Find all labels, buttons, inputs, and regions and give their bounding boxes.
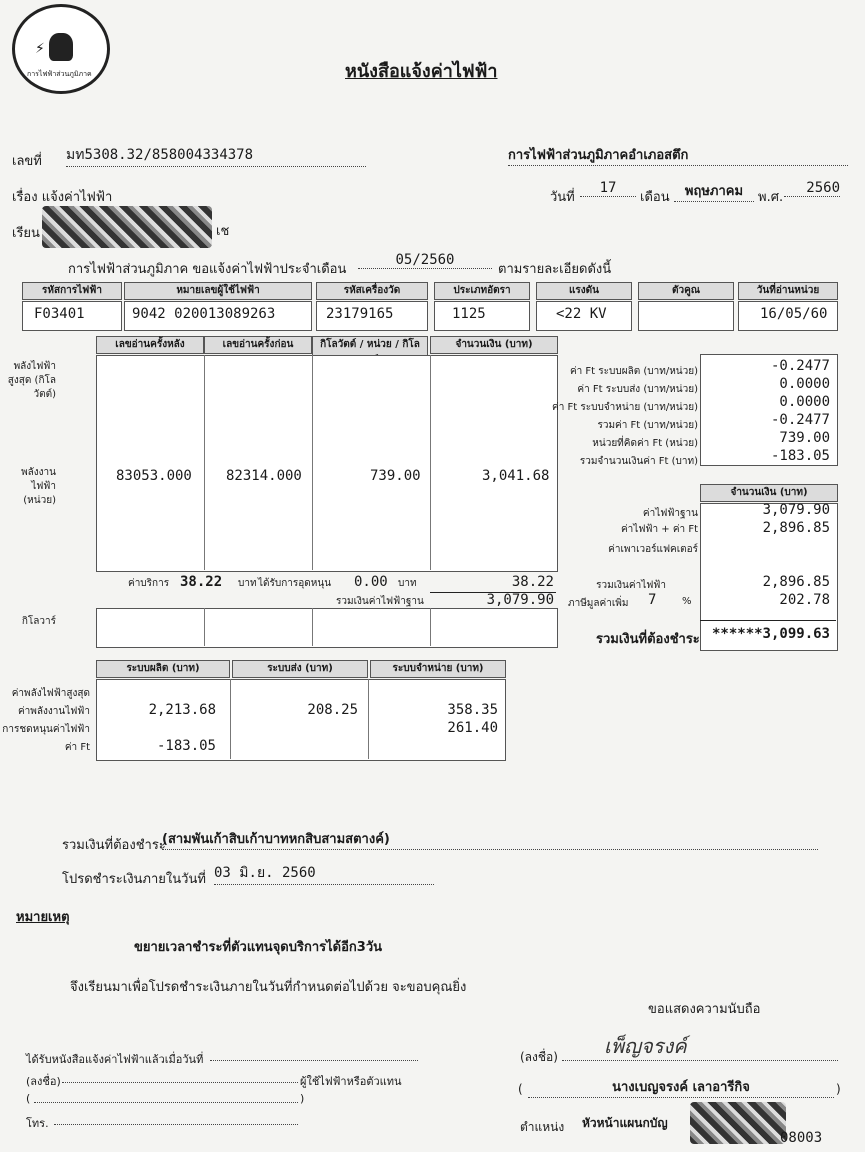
receipt-signed-label: (ลงชื่อ) — [26, 1075, 61, 1088]
date-year: 2560 — [784, 180, 840, 197]
voltage: <22 KV — [556, 306, 607, 322]
customer-number: 9042 020013089263 — [132, 306, 276, 322]
system-divider — [230, 679, 231, 759]
receipt-paren-close: ) — [300, 1092, 305, 1105]
ft-value: 0.0000 — [779, 394, 830, 410]
logo-text: การไฟฟ้าส่วนภูมิภาค — [27, 70, 92, 78]
previous-reading: 82314.000 — [226, 468, 302, 484]
production-ft: -183.05 — [156, 738, 216, 754]
reading-divider — [312, 355, 313, 570]
to-label: เรียน — [12, 226, 40, 241]
redacted-name-sticker — [42, 206, 212, 248]
doc-no-label: เลขที่ — [12, 154, 42, 169]
reading-header: เลขอ่านครั้งหลัง — [96, 336, 204, 354]
ft-value: -0.2477 — [770, 358, 830, 374]
total-power: 2,896.85 — [762, 574, 830, 590]
row-label-kvar: กิโลวาร์ — [21, 616, 56, 627]
received-date-line — [210, 1048, 418, 1061]
vat-label: ภาษีมูลค่าเพิ่ม — [568, 598, 629, 609]
info-header: รหัสการไฟฟ้า — [22, 282, 122, 300]
summary-value: 3,079.90 — [762, 502, 830, 518]
grand-total-label: รวมเงินที่ต้องชำระ — [596, 632, 700, 647]
note-text: ขยายเวลาชำระที่ตัวแทนจุดบริการได้อีก3วัน — [134, 940, 383, 955]
production-energy: 2,213.68 — [148, 702, 216, 718]
intro-text: การไฟฟ้าส่วนภูมิภาค ขอแจ้งค่าไฟฟ้าประจำเดือน — [68, 262, 347, 277]
rate-type: 1125 — [452, 306, 486, 322]
signer-name: นางเบญจรงค์ เลาอารีกิจ — [528, 1076, 834, 1098]
info-header: ตัวคูณ — [638, 282, 734, 300]
to-suffix: เช — [216, 224, 230, 239]
receipt-paren-open: ( — [26, 1092, 31, 1105]
system-row-label: ค่า Ft — [64, 742, 90, 753]
office-code: 08003 — [780, 1130, 823, 1146]
logo-emblem-icon — [49, 33, 73, 61]
page-title: หนังสือแจ้งค่าไฟฟ้า — [345, 61, 498, 82]
date-month: พฤษภาคม — [674, 180, 754, 202]
units-used: 739.00 — [370, 468, 421, 484]
doc-no: มท5308.32/858004334378 — [66, 144, 366, 167]
phone-label: โทร. — [26, 1117, 49, 1130]
position-label: ตำแหน่ง — [520, 1120, 565, 1134]
note-heading: หมายเหตุ — [16, 910, 70, 925]
info-header: วันที่อ่านหน่วย — [738, 282, 838, 300]
subject: เรื่อง แจ้งค่าไฟฟ้า — [12, 190, 113, 205]
pea-code: F03401 — [34, 306, 85, 322]
due-date: 03 มิ.ย. 2560 — [214, 862, 434, 885]
kvar-divider — [204, 608, 205, 646]
ft-label: ค่า Ft ระบบผลิต (บาท/หน่วย) — [569, 366, 698, 377]
bill-month: 05/2560 — [358, 252, 492, 269]
received-label: ได้รับหนังสือแจ้งค่าไฟฟ้าแล้วเมื่อวันที่ — [26, 1053, 204, 1066]
ft-label: รวมจำนวนเงินค่า Ft (บาท) — [579, 456, 698, 467]
service-fee: 38.22 — [180, 574, 223, 590]
office-name: การไฟฟ้าส่วนภูมิภาคอำเภอสตึก — [508, 144, 848, 166]
system-divider — [368, 679, 369, 759]
receipt-name-line — [34, 1090, 298, 1103]
vat-amount: 202.78 — [779, 592, 830, 608]
discount-unit: บาท — [398, 578, 417, 589]
signed-label: (ลงชื่อ) — [520, 1050, 558, 1064]
ft-value: 0.0000 — [779, 376, 830, 392]
receipt-sign-line — [62, 1070, 298, 1083]
row-label-energy: พลังงานไฟฟ้า (หน่วย) — [21, 467, 56, 506]
energy-amount: 3,041.68 — [482, 468, 550, 484]
reading-divider — [204, 355, 205, 570]
service-amount: 38.22 — [511, 574, 554, 590]
date-day: 17 — [580, 180, 636, 197]
service-unit: บาท — [238, 578, 257, 589]
system-row-label: ค่าพลังงานไฟฟ้า — [17, 706, 90, 717]
vat-pct: % — [682, 596, 692, 607]
base-total: 3,079.90 — [486, 592, 554, 608]
summary-label: ค่าไฟฟ้า + ค่า Ft — [620, 524, 698, 535]
ft-label: ค่า Ft ระบบส่ง (บาท/หน่วย) — [577, 384, 698, 395]
date-label: วันที่ — [550, 190, 575, 205]
closing-text: จึงเรียนมาเพื่อโปรดชำระเงินภายในวันที่กำหนดต่อไปด้วย จะขอบคุณยิ่ง — [70, 980, 467, 995]
ft-value: -183.05 — [770, 448, 830, 464]
logo-bolt-icon: ⚡ — [35, 41, 45, 57]
handwritten-signature: เพ็ญจรงค์ — [604, 1034, 687, 1058]
grand-total: ******3,099.63 — [711, 626, 830, 642]
regards: ขอแสดงความนับถือ — [648, 1002, 761, 1017]
amount-words: (สามพันเก้าสิบเก้าบาทหกสิบสามสตางค์) — [162, 828, 818, 850]
kvar-row — [96, 608, 558, 648]
info-header: หมายเลขผู้ใช้ไฟฟ้า — [124, 282, 312, 300]
distribution-subsidy: 261.40 — [447, 720, 498, 736]
vat-rate: 7 — [648, 592, 657, 608]
reading-header: จำนวนเงิน (บาท) — [430, 336, 558, 354]
year-label: พ.ศ. — [758, 190, 784, 205]
due-label: โปรดชำระเงินภายในวันที่ — [62, 872, 206, 887]
phone-line — [54, 1112, 298, 1125]
discount-label: ได้รับการอุดหนุน — [258, 578, 332, 589]
kvar-divider — [312, 608, 313, 646]
transmission-energy: 208.25 — [307, 702, 358, 718]
amount-words-label: รวมเงินที่ต้องชำระ — [62, 838, 166, 853]
position: หัวหน้าแผนกบัญ — [582, 1116, 668, 1130]
grand-total-line — [700, 620, 836, 621]
summary-label: ค่าไฟฟ้าฐาน — [642, 508, 698, 519]
info-header: แรงดัน — [536, 282, 632, 300]
info-header: ประเภทอัตรา — [434, 282, 530, 300]
row-label-peak: พลังไฟฟ้าสูงสุด (กิโลวัตต์) — [7, 361, 56, 400]
meter-code: 23179165 — [326, 306, 394, 322]
pea-logo — [12, 4, 110, 94]
intro-suffix: ตามรายละเอียดดังนี้ — [498, 262, 612, 277]
read-date: 16/05/60 — [760, 306, 828, 322]
ft-value: 739.00 — [779, 430, 830, 446]
system-row-label: ค่าพลังไฟฟ้าสูงสุด — [11, 688, 90, 699]
kvar-divider — [430, 608, 431, 646]
service-label: ค่าบริการ — [128, 578, 170, 589]
receipt-role: ผู้ใช้ไฟฟ้าหรือตัวแทน — [300, 1075, 402, 1088]
reading-header: กิโลวัตต์ / หน่วย / กิโล — [312, 336, 428, 370]
summary-label: ค่าเพาเวอร์แฟคเตอร์ — [608, 544, 698, 555]
signer-paren-close: ) — [836, 1082, 841, 1096]
base-total-label: รวมเงินค่าไฟฟ้าฐาน — [336, 596, 424, 607]
system-header: ระบบส่ง (บาท) — [232, 660, 368, 678]
ft-label: ค่า Ft ระบบจำหน่าย (บาท/หน่วย) — [552, 402, 698, 413]
month-label: เดือน — [640, 190, 670, 205]
ft-value: -0.2477 — [770, 412, 830, 428]
summary-value: 2,896.85 — [762, 520, 830, 536]
discount-amount: 0.00 — [354, 574, 388, 590]
total-power-label: รวมเงินค่าไฟฟ้า — [596, 580, 666, 591]
reading-divider — [430, 355, 431, 570]
info-header: รหัสเครื่องวัด — [316, 282, 428, 300]
info-cell — [638, 301, 734, 331]
reading-header: เลขอ่านครั้งก่อน — [204, 336, 312, 354]
summary-header: จำนวนเงิน (บาท) — [700, 484, 838, 502]
distribution-energy: 358.35 — [447, 702, 498, 718]
latest-reading: 83053.000 — [116, 468, 192, 484]
system-header: ระบบจำหน่าย (บาท) — [370, 660, 506, 678]
system-row-label: การชดหนุนค่าไฟฟ้า — [2, 724, 90, 735]
signer-paren-open: ( — [518, 1082, 523, 1096]
ft-label: หน่วยที่คิดค่า Ft (หน่วย) — [592, 438, 698, 449]
ft-label: รวมค่า Ft (บาท/หน่วย) — [597, 420, 698, 431]
redacted-position-sticker — [690, 1102, 786, 1144]
reading-body — [96, 355, 558, 572]
system-header: ระบบผลิต (บาท) — [96, 660, 230, 678]
